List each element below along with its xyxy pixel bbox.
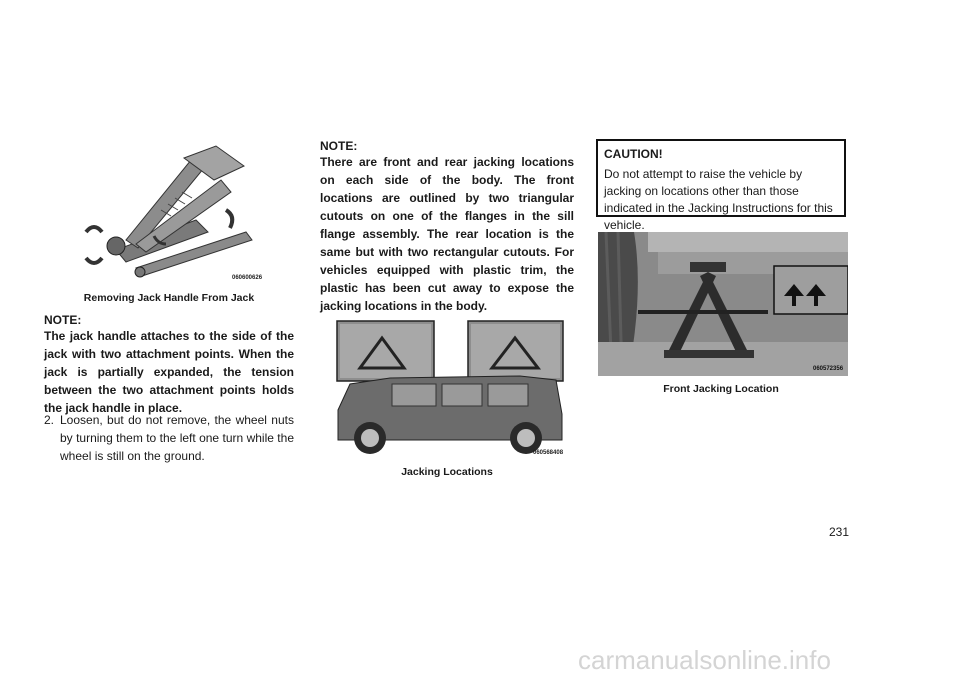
note-text: There are front and rear jacking locations on each side of the body. The front locations are outlined by two triangular cutouts on one of the flanges in the sill flange assembly. The rear location is the same but with two rectangular cutouts. For vehicles equipped with plastic trim, the plastic has been cut away to expose the jacking locations in the body.: [320, 155, 574, 313]
vehicle-jacking-illustration: [330, 318, 570, 460]
caution-box: [596, 139, 846, 232]
watermark: carmanualsonline.info: [578, 645, 831, 675]
front-jacking-photo: [598, 232, 848, 376]
caution-title: CAUTION!: [604, 147, 663, 161]
step-text: Loosen, but do not remove, the wheel nuts by turning them to the left one turn while the wheel is still on the ground.: [60, 413, 294, 463]
caution-text: Do not attempt to raise the vehicle by jacking on locations other than those indicated in the Jacking Instructions for this vehicle.: [604, 167, 833, 232]
step-number: 2.: [44, 413, 55, 427]
figure-caption: Jacking Locations: [401, 466, 493, 478]
figure-code: 060568408: [533, 450, 564, 456]
figure-code: 060600626: [232, 275, 263, 281]
figure-code: 060572356: [813, 366, 844, 372]
jack-handle-illustration: [76, 140, 276, 290]
note-heading: NOTE:: [320, 139, 358, 153]
figure-caption: Removing Jack Handle From Jack: [83, 292, 255, 304]
note-heading: NOTE:: [44, 313, 82, 327]
note-text: The jack handle attaches to the side of the jack with two attachment points. When the jack is partially expanded, the tension between the two attachment points holds the jack handle in place.: [44, 329, 294, 415]
figure-caption: Front Jacking Location: [663, 383, 779, 395]
page-number: 231: [829, 525, 850, 539]
